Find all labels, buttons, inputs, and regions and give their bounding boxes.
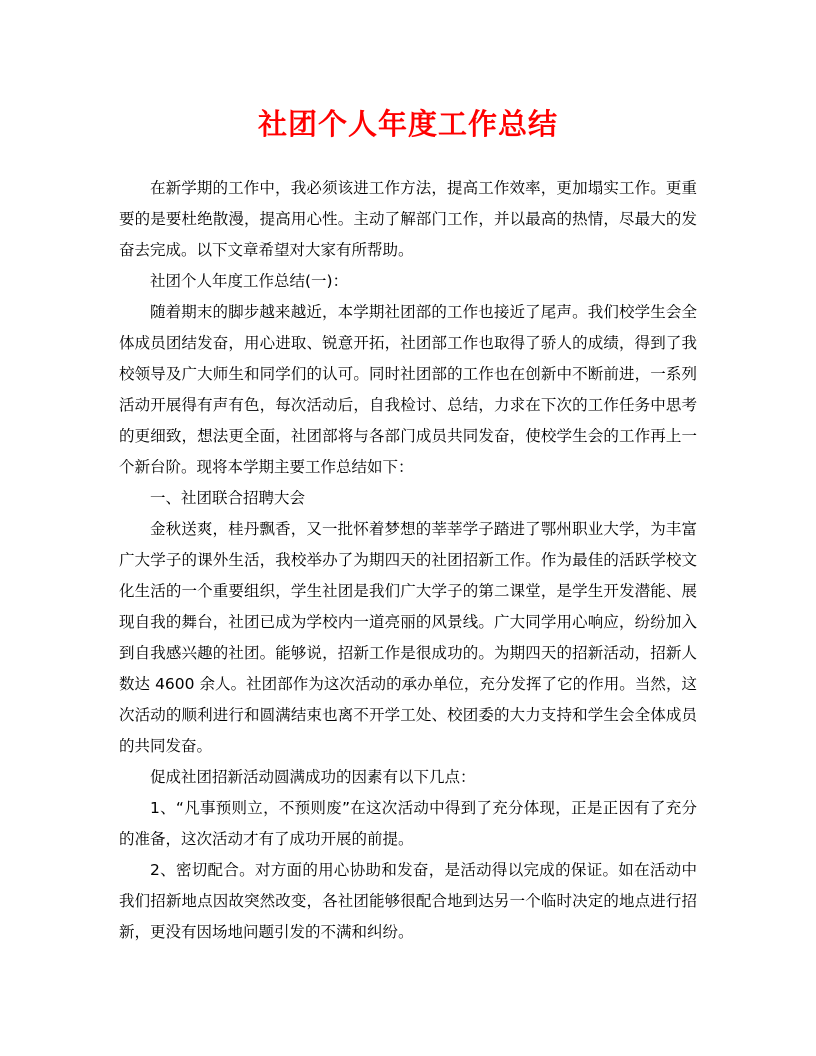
document-title: 社团个人年度工作总结 [257,107,558,141]
paragraph-recruitment: 金秋送爽，桂丹飘香，又一批怀着梦想的莘莘学子踏进了鄂州职业大学，为丰富广大学子的课外生活，我校举办了为期四天的社团招新工作。作为最佳的活跃学校文化生活的一个重要组织，学生社团是我们广大学子的第二课堂，是学生开发潜能、展现自我的舞台，社团已成为学校内一道亮丽的风景线。广大同学用心响应，纷纷加入到自我感兴趣的社团。能够说，招新工作是很成功的。为期四天的招新活动，招新人数达 4600 余人。社团部作为这次活动的承办单位，充分发挥了它的作用。当然，这次活动的顺利进行和圆满结束也离不开学工处、校团委的大力支持和学生会全体成员的共同发奋。 [119,520,697,755]
paragraph-section-heading: 社团个人年度工作总结(一)： [150,272,349,290]
paragraph-intro: 在新学期的工作中，我必须该进工作方法，提高工作效率，更加塌实工作。更重要的是要杜绝散漫，提高用心性。主动了解部门工作，并以最高的热情，尽最大的发奋去完成。以下文章希望对大家有所帮助。 [119,179,697,259]
paragraph-subheading-recruitment: 一、社团联合招聘大会 [150,489,306,507]
paragraph-success-factors: 促成社团招新活动圆满成功的因素有以下几点： [150,768,476,786]
document-body [119,173,697,948]
paragraph-factor-2: 2、密切配合。对方面的用心协助和发奋，是活动得以完成的保证。如在活动中我们招新地点因故突然改变，各社团能够很配合地到达另一个临时决定的地点进行招新，更没有因场地问题引发的不满和纠纷。 [119,861,697,941]
paragraph-overview: 随着期末的脚步越来越近，本学期社团部的工作也接近了尾声。我们校学生会全体成员团结发奋，用心进取、锐意开拓，社团部工作也取得了骄人的成绩，得到了我校领导及广大师生和同学们的认可。同时社团部的工作也在创新中不断前进，一系列活动开展得有声有色，每次活动后，自我检讨、总结，力求在下次的工作任务中思考的更细致，想法更全面，社团部将与各部门成员共同发奋，使校学生会的工作再上一个新台阶。现将本学期主要工作总结如下： [119,303,697,476]
paragraph-factor-1: 1、“凡事预则立，不预则废”在这次活动中得到了充分体现，正是正因有了充分的准备，这次活动才有了成功开展的前提。 [119,799,697,848]
